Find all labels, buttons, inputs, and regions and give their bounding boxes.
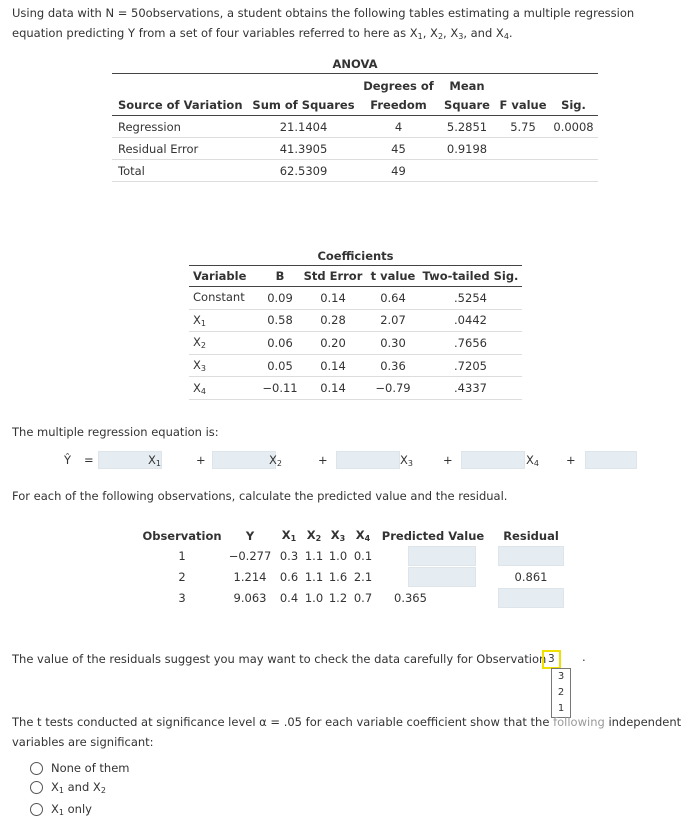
obs-cell: 1.1 — [304, 548, 324, 563]
coef-cell: 0.05 — [261, 354, 299, 377]
coef-row — [189, 354, 522, 377]
dropdown-option[interactable]: 2 — [557, 687, 565, 698]
obs-cell: 1.1 — [304, 569, 324, 584]
obs-cell: 0.3 — [279, 548, 299, 563]
ttest-question: The t tests conducted at significance level α = .05 for each variable coefficient show that the following independent variables are significant: — [12, 715, 682, 749]
coef-row — [189, 287, 522, 310]
coef-cell: 0.14 — [299, 377, 367, 400]
obs-cell: 1.0 — [328, 548, 348, 563]
anova-cell — [437, 160, 497, 182]
obs-cell: 1 — [178, 548, 186, 563]
obs-header-x2: $X_2$ — [306, 528, 322, 543]
coefficients-title: Coefficients — [317, 249, 394, 263]
x1-coefficient-input[interactable] — [212, 450, 276, 468]
predicted-value-3: 0.365 — [394, 590, 427, 605]
radio-button[interactable] — [30, 803, 43, 816]
residual-input-3[interactable] — [490, 587, 572, 608]
x1-symbol: $X_1$ — [148, 453, 161, 468]
coef-cell: .5254 — [419, 287, 522, 310]
coef-header-b: B — [275, 269, 285, 283]
plus-sign: + — [318, 453, 328, 467]
radio-button[interactable] — [30, 781, 43, 794]
dropdown-option[interactable]: 1 — [557, 703, 565, 714]
coef-row — [189, 309, 522, 332]
coef-cell: $X_4$ — [189, 377, 261, 400]
anova-header-df-top: Degrees of — [363, 79, 434, 93]
anova-row — [112, 138, 598, 160]
obs-header-y: Y — [245, 528, 255, 543]
obs-row — [140, 566, 572, 587]
observation-dropdown-list — [551, 668, 571, 718]
residual-check-text: The value of the residuals suggest you may want to check the data carefully for Observation — [12, 652, 547, 666]
plus-sign: + — [443, 453, 453, 467]
coef-header-sig: Two-tailed Sig. — [422, 269, 519, 283]
residual-check-period: . — [582, 650, 586, 664]
x3-symbol: $X_3$ — [400, 453, 413, 468]
anova-row — [112, 160, 598, 182]
anova-header-ss: Sum of Squares — [252, 98, 355, 112]
obs-header-x3: $X_3$ — [330, 528, 346, 543]
anova-cell — [497, 160, 549, 182]
anova-cell: 62.5309 — [247, 160, 360, 182]
obs-cell: 9.063 — [233, 590, 267, 605]
coef-header-variable: Variable — [193, 269, 247, 283]
anova-cell: 5.75 — [497, 116, 549, 138]
anova-row — [112, 116, 598, 138]
coef-cell: .7656 — [419, 332, 522, 355]
anova-cell: 0.9198 — [437, 138, 497, 160]
equation-label: The multiple regression equation is: — [12, 425, 219, 439]
anova-cell: 49 — [360, 160, 437, 182]
x3-coefficient-input[interactable] — [461, 450, 525, 468]
option-none[interactable]: None of them — [30, 759, 129, 778]
anova-table — [112, 55, 598, 182]
coef-cell: −0.79 — [367, 377, 419, 400]
plus-sign: + — [196, 453, 206, 467]
coef-cell: .7205 — [419, 354, 522, 377]
obs-cell: 2 — [178, 569, 186, 584]
coef-cell: 0.20 — [299, 332, 367, 355]
coef-row — [189, 332, 522, 355]
coef-cell: .0442 — [419, 309, 522, 332]
anova-header-ms-top: Mean — [449, 79, 485, 93]
residual-value-2: 0.861 — [514, 569, 548, 584]
coef-cell: 0.14 — [299, 354, 367, 377]
anova-cell: Regression — [112, 116, 247, 138]
yhat-symbol: Ŷ — [64, 453, 72, 467]
obs-header-residual: Residual — [503, 528, 559, 543]
observations-instruction: For each of the following observations, calculate the predicted value and the residual. — [12, 489, 508, 503]
anova-cell — [497, 138, 549, 160]
anova-header-source: Source of Variation — [118, 98, 243, 112]
anova-cell: 5.2851 — [437, 116, 497, 138]
obs-cell: 2.1 — [353, 569, 373, 584]
coef-cell: −0.11 — [261, 377, 299, 400]
coef-cell: 0.64 — [367, 287, 419, 310]
coef-row — [189, 377, 522, 400]
obs-header-observation: Observation — [142, 528, 222, 543]
anova-header-f: F value — [499, 98, 547, 112]
obs-header-predicted: Predicted Value — [381, 528, 485, 543]
anova-cell: 21.1404 — [247, 116, 360, 138]
coef-cell: $X_2$ — [189, 332, 261, 355]
coef-header-t: t value — [370, 269, 416, 283]
anova-cell: 45 — [360, 138, 437, 160]
obs-cell: 1.214 — [233, 569, 267, 584]
coef-cell: 0.06 — [261, 332, 299, 355]
coef-cell: 2.07 — [367, 309, 419, 332]
anova-cell: 4 — [360, 116, 437, 138]
residual-input-1[interactable] — [490, 545, 572, 566]
obs-row — [140, 545, 572, 566]
anova-header-df-bottom: Freedom — [370, 98, 427, 112]
obs-cell: 0.1 — [353, 548, 373, 563]
coefficients-table — [189, 248, 522, 400]
obs-cell: −0.277 — [228, 548, 272, 563]
anova-cell: Residual Error — [112, 138, 247, 160]
radio-button[interactable] — [30, 762, 43, 775]
option-x1-only[interactable]: $X_1$ only — [30, 800, 129, 823]
obs-cell: 1.0 — [304, 590, 324, 605]
dropdown-option[interactable]: 3 — [557, 671, 565, 682]
anova-cell: Total — [112, 160, 247, 182]
coef-cell: 0.58 — [261, 309, 299, 332]
coef-cell: 0.28 — [299, 309, 367, 332]
obs-cell: 1.6 — [328, 569, 348, 584]
answer-options — [30, 759, 129, 823]
anova-header-sig: Sig. — [561, 98, 586, 112]
anova-cell — [549, 160, 598, 182]
obs-header-x4: $X_4$ — [355, 528, 371, 543]
observations-table — [140, 526, 572, 608]
x4-coefficient-input[interactable] — [585, 450, 637, 468]
obs-cell: 1.2 — [328, 590, 348, 605]
anova-header-ms-bottom: Square — [444, 98, 490, 112]
intro-text: Using data with N = 50observations, a student obtains the following tables estimating a multiple regression equation predicting Y from a set of four variables referred to here as $X_1$, $X_2$, $X_3$, and $X_4$. — [12, 6, 635, 41]
observation-select[interactable]: 3 — [542, 650, 561, 669]
coef-cell: $X_1$ — [189, 309, 261, 332]
obs-cell: 0.7 — [353, 590, 373, 605]
coef-cell: $X_3$ — [189, 354, 261, 377]
obs-cell: 3 — [178, 590, 186, 605]
coef-header-se: Std Error — [303, 269, 363, 283]
anova-title: ANOVA — [332, 57, 378, 71]
x2-symbol: $X_2$ — [269, 453, 282, 468]
obs-cell: 0.4 — [279, 590, 299, 605]
coef-cell: Constant — [189, 287, 261, 310]
coef-cell: 0.30 — [367, 332, 419, 355]
anova-cell — [549, 138, 598, 160]
coef-cell: .4337 — [419, 377, 522, 400]
x2-coefficient-input[interactable] — [336, 450, 400, 468]
x4-symbol: $X_4$ — [526, 453, 539, 468]
obs-row — [140, 587, 572, 608]
coef-cell: 0.09 — [261, 287, 299, 310]
obs-header-x1: $X_1$ — [281, 528, 297, 543]
plus-sign: + — [566, 453, 576, 467]
equals-sign: = — [84, 453, 94, 467]
predicted-input-2[interactable] — [376, 566, 490, 587]
anova-cell: 0.0008 — [549, 116, 598, 138]
coef-cell: 0.36 — [367, 354, 419, 377]
predicted-input-1[interactable] — [376, 545, 490, 566]
option-x1-and-x2[interactable]: $X_1$ and $X_2$ — [30, 778, 129, 801]
coef-cell: 0.14 — [299, 287, 367, 310]
obs-cell: 0.6 — [279, 569, 299, 584]
anova-cell: 41.3905 — [247, 138, 360, 160]
